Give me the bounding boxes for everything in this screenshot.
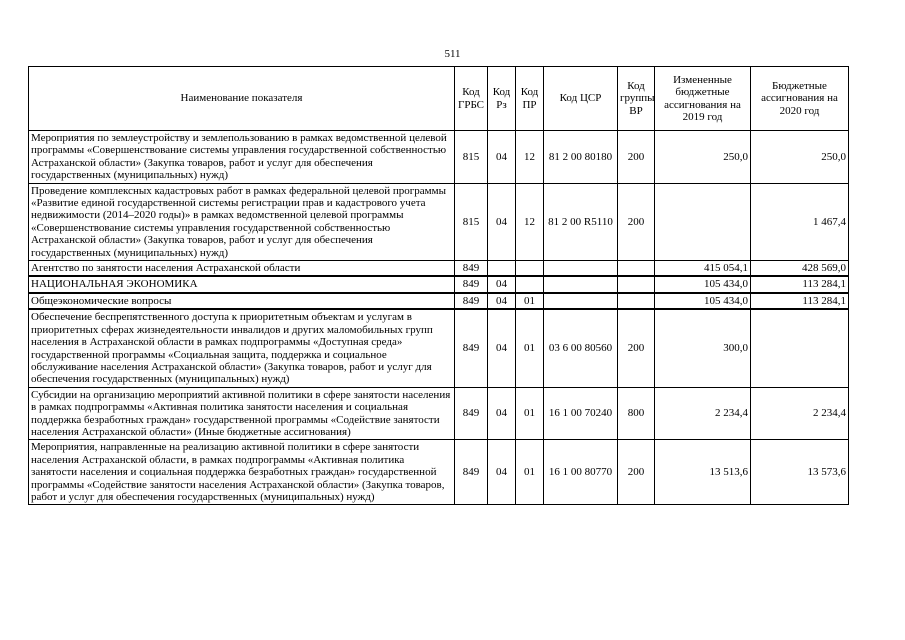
row-name: Общеэкономические вопросы	[29, 293, 455, 309]
table-row	[29, 309, 849, 387]
row-grbs: 815	[455, 131, 488, 184]
row-vr: 200	[618, 440, 655, 505]
row-rz: 04	[488, 387, 516, 440]
budget-table	[28, 66, 849, 505]
row-rz: 04	[488, 293, 516, 309]
row-csr: 81 2 00 R5110	[544, 183, 618, 260]
header-name: Наименование показателя	[29, 67, 455, 131]
row-amount-2019: 415 054,1	[655, 261, 751, 277]
row-grbs: 815	[455, 183, 488, 260]
row-grbs: 849	[455, 309, 488, 387]
table-header-row	[29, 67, 849, 131]
table-row	[29, 440, 849, 505]
row-grbs: 849	[455, 261, 488, 277]
row-vr	[618, 261, 655, 277]
row-rz: 04	[488, 183, 516, 260]
row-name: Мероприятия по землеустройству и землепользованию в рамках ведомственной целевой программы «Совершенствование системы управления государственной собственностью Астраханской области» (Закупка товаров, работ и услуг для обеспечения государственных (муниципальных) нужд)	[29, 131, 455, 184]
table-row	[29, 131, 849, 184]
row-amount-2020: 1 467,4	[751, 183, 849, 260]
header-amount-2019: Измененные бюджетные ассигнования на 2019 год	[655, 67, 751, 131]
row-amount-2020	[751, 309, 849, 387]
row-amount-2019: 105 434,0	[655, 276, 751, 292]
row-grbs: 849	[455, 387, 488, 440]
table-row	[29, 293, 849, 309]
row-pr: 01	[516, 387, 544, 440]
row-amount-2020: 428 569,0	[751, 261, 849, 277]
row-amount-2019: 13 513,6	[655, 440, 751, 505]
header-pr: Код ПР	[516, 67, 544, 131]
row-pr: 12	[516, 131, 544, 184]
table-row	[29, 387, 849, 440]
row-amount-2019: 250,0	[655, 131, 751, 184]
row-amount-2020: 13 573,6	[751, 440, 849, 505]
row-rz: 04	[488, 440, 516, 505]
row-amount-2019	[655, 183, 751, 260]
header-grbs: Код ГРБС	[455, 67, 488, 131]
row-pr	[516, 261, 544, 277]
row-name: Обеспечение беспрепятственного доступа к приоритетным объектам и услугам в приоритетных сферах жизнедеятельности инвалидов и других маломобильных групп населения в Астраханской области в рамках подпрограммы «Доступная среда» государственной программы «Социальная защита, поддержка и социальное обслуживание населения Астраханской области» (Закупка товаров, работ и услуг для обеспечения государственных (муниципальных) нужд)	[29, 309, 455, 387]
header-vr: Код группы ВР	[618, 67, 655, 131]
row-vr	[618, 293, 655, 309]
row-amount-2020: 113 284,1	[751, 293, 849, 309]
row-csr: 03 6 00 80560	[544, 309, 618, 387]
row-name: Агентство по занятости населения Астраханской области	[29, 261, 455, 277]
row-pr: 12	[516, 183, 544, 260]
row-vr: 200	[618, 183, 655, 260]
row-csr: 81 2 00 80180	[544, 131, 618, 184]
row-pr: 01	[516, 309, 544, 387]
table-row	[29, 183, 849, 260]
row-amount-2019: 105 434,0	[655, 293, 751, 309]
row-grbs: 849	[455, 293, 488, 309]
row-vr: 800	[618, 387, 655, 440]
row-rz: 04	[488, 131, 516, 184]
table-row	[29, 261, 849, 277]
row-amount-2020: 250,0	[751, 131, 849, 184]
header-amount-2020: Бюджетные ассигнования на 2020 год	[751, 67, 849, 131]
row-name: Мероприятия, направленные на реализацию активной политики в сфере занятости населения Астраханской области, в рамках подпрограммы «Активная политика занятости населения и социальная поддержка безработных граждан» государственной программы «Содействие занятости населения Астраханской области» (Закупка товаров, работ и услуг для обеспечения государственных (муниципальных) нужд)	[29, 440, 455, 505]
row-pr: 01	[516, 293, 544, 309]
row-pr: 01	[516, 440, 544, 505]
page-number: 511	[444, 48, 461, 60]
row-pr	[516, 276, 544, 292]
row-rz: 04	[488, 276, 516, 292]
row-csr	[544, 261, 618, 277]
row-csr	[544, 276, 618, 292]
row-name: Субсидии на организацию мероприятий активной политики в сфере занятости населения в рамках подпрограммы «Активная политика занятости населения и социальная поддержка безработных граждан» государственной программы «Содействие занятости населения Астраханской области» (Иные бюджетные ассигнования)	[29, 387, 455, 440]
row-csr: 16 1 00 80770	[544, 440, 618, 505]
row-rz	[488, 261, 516, 277]
row-name: НАЦИОНАЛЬНАЯ ЭКОНОМИКА	[29, 276, 455, 292]
table-row	[29, 276, 849, 292]
row-vr: 200	[618, 131, 655, 184]
row-csr: 16 1 00 70240	[544, 387, 618, 440]
header-csr: Код ЦСР	[544, 67, 618, 131]
row-vr	[618, 276, 655, 292]
row-amount-2020: 113 284,1	[751, 276, 849, 292]
row-name: Проведение комплексных кадастровых работ в рамках федеральной целевой программы «Развитие единой государственной системы регистрации прав и кадастрового учета недвижимости (2014–2020 годы)» в рамках ведомственной целевой программы «Совершенствование системы управления государственной собственностью Астраханской области» (Закупка товаров, работ и услуг для обеспечения государственных (муниципальных) нужд)	[29, 183, 455, 260]
row-vr: 200	[618, 309, 655, 387]
row-grbs: 849	[455, 440, 488, 505]
row-amount-2019: 300,0	[655, 309, 751, 387]
row-amount-2019: 2 234,4	[655, 387, 751, 440]
header-rz: Код Рз	[488, 67, 516, 131]
row-amount-2020: 2 234,4	[751, 387, 849, 440]
row-grbs: 849	[455, 276, 488, 292]
row-rz: 04	[488, 309, 516, 387]
row-csr	[544, 293, 618, 309]
